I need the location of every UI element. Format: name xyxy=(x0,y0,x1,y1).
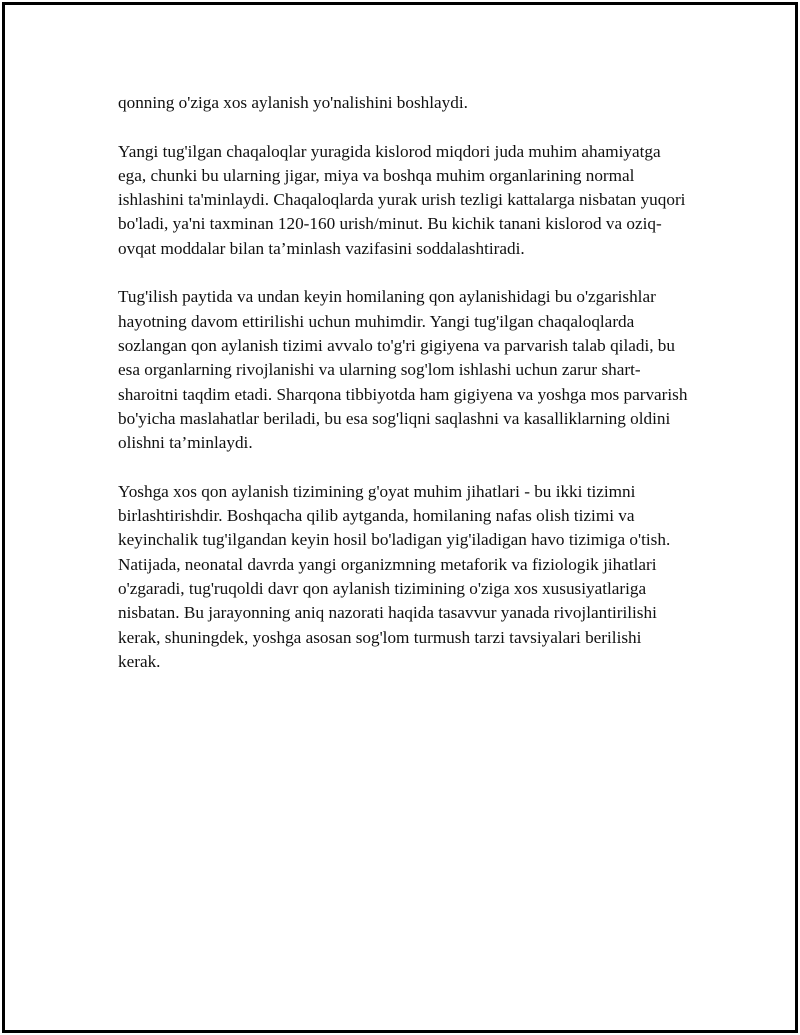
paragraph-3: Tug'ilish paytida va undan keyin homilaning qon aylanishidagi bu o'zgarishlar hayotning davom ettirilishi uchun muhimdir. Yangi tug'ilgan chaqaloqlarda sozlangan qon aylanish tizimi avvalo to'g'ri gigiyena va parvarish talab qiladi, bu esa organlarning rivojlanishi va ularning sog'lom ishlashi uchun zarur shart-sharoitni taqdim etadi. Sharqona tibbiyotda ham gigiyena va yoshga mos parvarish bo'yicha maslahatlar beriladi, bu esa sog'liqni saqlashni va kasalliklarning oldini olishni ta’minlaydi. xyxy=(118,287,688,453)
paragraph-2: Yangi tug'ilgan chaqaloqlar yuragida kislorod miqdori juda muhim ahamiyatga ega, chunki bu ularning jigar, miya va boshqa muhim organlarining normal ishlashini ta'minlaydi. Chaqaloqlarda yurak urish tezligi kattalarga nisbatan yuqori bo'ladi, ya'ni taxminan 120-160 urish/minut. Bu kichik tanani kislorod va oziq-ovqat moddalar bilan ta’minlash vazifasini soddalashtiradi. xyxy=(118,141,686,258)
paragraph-1: qonning o'ziga xos aylanish yo'nalishini boshlaydi. xyxy=(118,93,468,112)
paragraph-4: Yoshga xos qon aylanish tizimining g'oyat muhim jihatlari - bu ikki tizimni birlashtirishdir. Boshqacha qilib aytganda, homilaning nafas olish tizimi va keyinchalik tug'ilgandan keyin hosil bo'ladigan yig'iladigan havo tizimiga o'tish. Natijada, neonatal davrda yangi organizmning metaforik va fiziologik jihatlari o'zgaradi, tug'ruqoldi davr qon aylanish tizimining o'ziga xos xususiyatlariga nisbatan. Bu jarayonning aniq nazorati haqida tasavvur yanada rivojlantirilishi kerak, shuningdek, yoshga asosan sog'lom turmush tarzi tavsiyalari berilishi kerak. xyxy=(118,481,671,671)
document-body xyxy=(118,91,688,698)
